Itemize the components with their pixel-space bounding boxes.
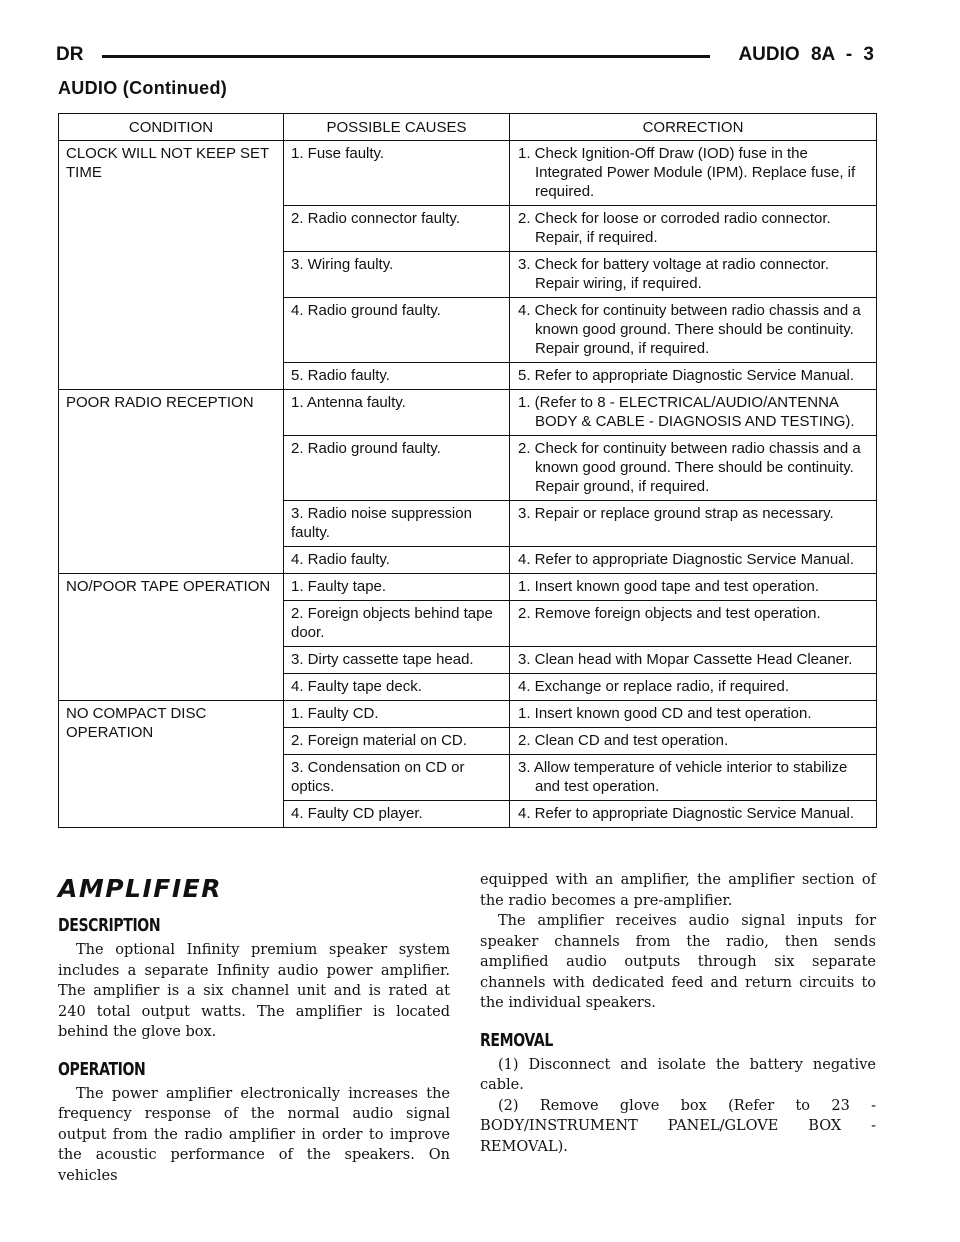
correction-cell bbox=[510, 298, 877, 363]
left-column bbox=[58, 870, 450, 1184]
correction-text: 4. Refer to appropriate Diagnostic Service Manual. bbox=[518, 551, 855, 568]
correction-cell bbox=[510, 363, 877, 390]
correction-cell bbox=[510, 801, 877, 828]
correction-text: 2. Check for loose or corroded radio connector. Repair, if required. bbox=[518, 210, 831, 246]
correction-text: 1. Check Ignition-Off Draw (IOD) fuse in the Integrated Power Module (IPM). Replace fuse, if required. bbox=[518, 145, 856, 200]
correction-cell bbox=[510, 547, 877, 574]
description-text: The optional Infinity premium speaker system includes a separate Infinity audio power amplifier. The amplifier is a six channel unit and is rated at 240 total output watts. The amplifier is located behind the glove box. bbox=[58, 942, 450, 1040]
correction-text: 5. Refer to appropriate Diagnostic Service Manual. bbox=[518, 367, 855, 384]
cause-cell: 3. Dirty cassette tape head. bbox=[284, 647, 510, 674]
diagnosis-table bbox=[58, 113, 877, 828]
column-header-condition: CONDITION bbox=[59, 114, 284, 141]
correction-text: 2. Clean CD and test operation. bbox=[518, 732, 729, 749]
correction-text: 3. Allow temperature of vehicle interior to stabilize and test operation. bbox=[518, 759, 848, 795]
cause-cell: 3. Radio noise suppression faulty. bbox=[284, 501, 510, 547]
correction-cell bbox=[510, 674, 877, 701]
header-section-code: DR bbox=[56, 44, 84, 65]
header-page-label: AUDIO 8A - 3 bbox=[738, 44, 874, 65]
correction-cell bbox=[510, 701, 877, 728]
table-body bbox=[59, 141, 877, 828]
amplifier-title: AMPLIFIER bbox=[58, 874, 222, 903]
correction-text: 3. Repair or replace ground strap as necessary. bbox=[518, 505, 834, 522]
operation-text-1-overflow: equipped with an amplifier, the amplifier section of the radio becomes a pre-amplifier. bbox=[480, 872, 876, 909]
cause-cell: 2. Radio ground faulty. bbox=[284, 436, 510, 501]
right-column bbox=[480, 870, 876, 1157]
correction-text: 1. (Refer to 8 - ELECTRICAL/AUDIO/ANTENNA BODY & CABLE - DIAGNOSIS AND TESTING). bbox=[518, 394, 855, 430]
correction-text: 2. Check for continuity between radio chassis and a known good ground. There should be continuity. Repair ground, if required. bbox=[518, 440, 861, 495]
correction-cell bbox=[510, 390, 877, 436]
operation-text-1-continued bbox=[480, 870, 876, 911]
cause-cell: 3. Condensation on CD or optics. bbox=[284, 755, 510, 801]
table-row bbox=[59, 701, 877, 728]
cause-cell: 2. Foreign objects behind tape door. bbox=[284, 601, 510, 647]
operation-heading: OPERATION bbox=[58, 1058, 146, 1080]
correction-cell bbox=[510, 755, 877, 801]
correction-text: 1. Insert known good tape and test operation. bbox=[518, 578, 820, 595]
correction-cell bbox=[510, 601, 877, 647]
correction-text: 4. Refer to appropriate Diagnostic Service Manual. bbox=[518, 805, 855, 822]
operation-text-2: The amplifier receives audio signal inputs for speaker channels from the radio, then sends amplified audio outputs through six separate channels with dedicated feed and return circuits to the individual speakers. bbox=[480, 913, 876, 1011]
cause-cell: 4. Radio ground faulty. bbox=[284, 298, 510, 363]
correction-cell bbox=[510, 252, 877, 298]
cause-cell: 4. Radio faulty. bbox=[284, 547, 510, 574]
correction-cell bbox=[510, 574, 877, 601]
cause-cell: 4. Faulty tape deck. bbox=[284, 674, 510, 701]
correction-cell bbox=[510, 728, 877, 755]
correction-text: 3. Clean head with Mopar Cassette Head Cleaner. bbox=[518, 651, 853, 668]
cause-cell: 2. Radio connector faulty. bbox=[284, 206, 510, 252]
removal-step-1: (1) Disconnect and isolate the battery negative cable. bbox=[480, 1056, 876, 1093]
operation-text-1: The power amplifier electronically increases the frequency response of the normal audio signal output from the radio amplifier in order to improve the acoustic performance of the speakers. On vehicles bbox=[58, 1085, 450, 1184]
correction-text: 2. Remove foreign objects and test operation. bbox=[518, 605, 821, 622]
condition-cell: CLOCK WILL NOT KEEP SET TIME bbox=[59, 141, 284, 390]
column-header-correction: CORRECTION bbox=[510, 114, 877, 141]
correction-text: 4. Check for continuity between radio chassis and a known good ground. There should be continuity. Repair ground, if required. bbox=[518, 302, 861, 357]
table-row bbox=[59, 141, 877, 206]
correction-cell bbox=[510, 647, 877, 674]
table-row bbox=[59, 390, 877, 436]
cause-cell: 1. Faulty CD. bbox=[284, 701, 510, 728]
correction-cell bbox=[510, 206, 877, 252]
column-header-causes: POSSIBLE CAUSES bbox=[284, 114, 510, 141]
removal-step-2: (2) Remove glove box (Refer to 23 - BODY/INSTRUMENT PANEL/GLOVE BOX - REMOVAL). bbox=[480, 1097, 876, 1155]
cause-cell: 4. Faulty CD player. bbox=[284, 801, 510, 828]
amplifier-section bbox=[58, 870, 876, 1184]
cause-cell: 1. Faulty tape. bbox=[284, 574, 510, 601]
correction-cell bbox=[510, 501, 877, 547]
table-row bbox=[59, 574, 877, 601]
correction-text: 1. Insert known good CD and test operation. bbox=[518, 705, 812, 722]
cause-cell: 2. Foreign material on CD. bbox=[284, 728, 510, 755]
table-header-row bbox=[59, 114, 877, 141]
correction-text: 4. Exchange or replace radio, if required. bbox=[518, 678, 789, 695]
condition-cell: NO/POOR TAPE OPERATION bbox=[59, 574, 284, 701]
condition-cell: NO COMPACT DISC OPERATION bbox=[59, 701, 284, 828]
continued-heading: AUDIO (Continued) bbox=[58, 78, 228, 98]
condition-cell: POOR RADIO RECEPTION bbox=[59, 390, 284, 574]
correction-text: 3. Check for battery voltage at radio connector. Repair wiring, if required. bbox=[518, 256, 830, 292]
removal-heading: REMOVAL bbox=[480, 1029, 553, 1051]
cause-cell: 3. Wiring faulty. bbox=[284, 252, 510, 298]
correction-cell bbox=[510, 436, 877, 501]
correction-cell bbox=[510, 141, 877, 206]
cause-cell: 1. Fuse faulty. bbox=[284, 141, 510, 206]
cause-cell: 1. Antenna faulty. bbox=[284, 390, 510, 436]
cause-cell: 5. Radio faulty. bbox=[284, 363, 510, 390]
description-heading: DESCRIPTION bbox=[58, 915, 161, 936]
header-rule bbox=[102, 55, 710, 58]
